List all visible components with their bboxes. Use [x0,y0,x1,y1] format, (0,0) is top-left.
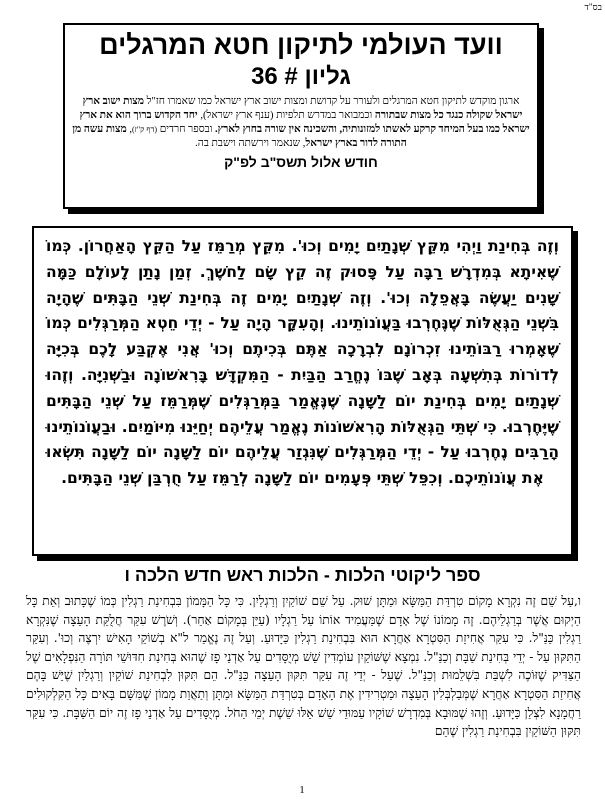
desc-part-8: מצות עשה מן התורה לדור בארץ ישראל [72,124,407,149]
header-description [71,95,531,151]
body-text: ו,עַל שֵׁם זֶה נִקְרָא מָקוֹם טִרְדַּת הַמַּשָּׂא וּמַתָּן שׁוּק. עַל שֵׁם שׁוֹקַיִן וְרַגְלַיִן. כִּי כָּל הַמָּמוֹן בִּבְחִינַת רַגְלִין כְּמוֹ שֶׁכָּתוּב וְאֵת כָּל הַיְקוּם אֲשֶׁר בְּרַגְלֵיהֶם. זֶה מָמוֹנוֹ שֶׁל אָדָם שֶׁמַּעֲמִיד אוֹתוֹ עַל רַגְלָיו (עַיֵּן בְּמָקוֹם אַחֵר). וְשֹׁרֶשׁ עִקַּר חֲלֻקַּת הָעֵצָה שֶׁנִּקְרָא רַגְלִין כַּנַּ"ל. כִּי עִקַּר אֲחִיזַת הַסִּטְרָא אַחֲרָא הוּא בִּבְחִינַת רַגְלִין כַּיָּדוּעַ. וְעַל זֶה נֶאֱמַר ל"א בְשׁוֹקֵי הָאִישׁ יִרְצֶה וְכוּ'. וְעִקַּר הַתִּקּוּן עַל - יְדֵי בְּחִינַת שַׁבָּת וְכַנַּ"ל. נִמְצָא שֶׁשּׁוֹקַיִן עוֹמְדִין שֵׁשׁ מְיֻסָּדִים עַל אַדְנֵי פָז שֶׁהוּא בְּחִינַת חִדּוּשֵׁי תּוֹרָה הַנִּפְלָאִים שֶׁל הַצַּדִּיק שֶׁזּוֹכֶה לִשְׁבַּת בִּשְׁלֵמוּת וְכַנַּ"ל. שֶׁעַל - יְדֵי זֶה עִקַּר תִּקּוּן הָעֵצָה כַּנַּ"ל. הֵם תִּקּוּן לִבְחִינַת שׁוֹקַיִן וְרַגְלַיִן שֶׁיֵּשׁ בָּהֶם אֲחִיזַת הַסִּטְרָא אַחֲרָא שֶׁמְּבַלְבְּלִין הָעֵצָה וּמַטְרִידִין אֶת הָאָדָם בְּטִרְדַּת הַמַּשָּׂא וּמַתָּן וְתַאֲוַת מָמוֹן שֶׁמִּשָּׁם בָּאִים כָּל הַקִּלְקוּלִים רַחֲמָנָא לִצְלַן כַּיָּדוּעַ. וְזֶהוּ שֶׁמּוּבָא בְּמִדְרָשׁ שׁוֹקָיו עַמּוּדֵי שֵׁשׁ אֵלּוּ שֵׁשֶׁת יְמֵי הַחֹל. מְיֻסָּדִים עַל אַדְנֵי פָז זֶה יוֹם הַשַּׁבָּת. כִּי עִקַּר תִּקּוּן הַשּׁוֹקַיִן בִּבְחִינַת רַגְלִין שֶׁהֵם [26,594,581,739]
section-title: ספר ליקוטי הלכות - הלכות ראש חדש הלכה ו [124,565,481,585]
desc-part-7: , [126,124,132,135]
desc-part-4: יחד הקדוש ברוך הוא את ארץ ישראל כמו בעל המיחד קרקע לאשתו למזונותיה, והשכינה אין שורה בחוץ לארץ. [79,110,530,135]
desc-part-3: וכמבואר במדרש תלפיות (ענף ארץ ישראל), [197,110,375,121]
quote-text: וְזֶה בְּחִינַת וַיְהִי מִקֵּץ שְׁנָתַיִם יָמִים וְכוּ'. מִקֵּץ מְרַמֵּז עַל הַקֵּץ הָאַחֲרוֹן. כְּמוֹ שֶׁאִיתָא בְּמִדְרָשׁ רַבָּה עַל פָּסוּק זֶה קֵץ שָׂם לַחֹשֶׁךְ. זְמַן נָתַן לָעוֹלָם כַּמָּה שָׁנִים יַעֲשֶׂה בָּאֲפֵלָה וְכוּ'. וְזֶה שְׁנָתַיִם יָמִים זֶה בְּחִינַת שְׁנֵי הַבָּתִּים שֶׁהָיָה בִּשְׁנֵי הַגְּאֻלּוֹת שֶׁנֶּחֶרְבוּ בַּעֲוֹנוֹתֵינוּ. וְהָעִקָּר הָיָה עַל - יְדֵי חֵטְא הַמְּרַגְּלִים כְּמוֹ שֶׁאָמְרוּ רַבּוֹתֵינוּ זִכְרוֹנָם לִבְרָכָה אַתֶּם בְּכִיתֶם וְכוּ' אֲנִי אֶקְבַּע לָכֶם בְּכִיָּה לְדוֹרוֹת בְּתִשְׁעָה בְּאָב שֶׁבּוֹ נֶחֱרַב הַבַּיִת - הַמִּקְדָּשׁ בָּרִאשׁוֹנָה וּבַשְּׁנִיָּה. וְזֶהוּ שְׁנָתַיִם יָמִים בְּחִינַת יוֹם לַשָּׁנָה שֶׁנֶּאֱמַר בַּמְּרַגְּלִים שֶׁמְּרַמֵּז עַל שְׁנֵי הַבָּתִּים שֶׁיֶּחֶרְבוּ. כִּי שְׁתֵּי הַגְּאֻלּוֹת הָרִאשׁוֹנוֹת נֶאֱמַר עֲלֵיהֶם יְחַיֵּנוּ מִיּוֹמַיִם. וּבַעֲוֹנוֹתֵינוּ הָרַבִּים נֶחֶרְבוּ עַל - יְדֵי הַמְּרַגְּלִים שֶׁנִּגְזַר עֲלֵיהֶם יוֹם לַשָּׁנָה יוֹם לַשָּׁנָה תִּשְׂאוּ אֶת עֲוֹנוֹתֵיכֶם. וְכִפֵּל שְׁתֵּי פְּעָמִים יוֹם לַשָּׁנָה לְרַמֵּז עַל חֻרְבַּן שְׁנֵי הַבָּתִּים. [46,237,559,488]
corner-mark: בס"ד [584,2,602,12]
quote-box [32,226,573,556]
desc-part-5: ובספר חרדים [157,124,216,135]
page-number: 1 [299,784,305,796]
issue-number: גליון # 36 [251,63,351,90]
header-box [63,23,539,209]
desc-part-2: מצות ישוב ארץ ישראל שקולה כנגד כל מצות שבתורה [82,96,523,121]
desc-part-6: (דף ק"ז) [131,125,158,134]
desc-part-1: ארגון מוקדש לתיקון חטא המרגלים ולעורר על קדושת ומצות ישוב ארץ ישראל כמו שאמרו חז"ל [143,96,520,107]
header-date: חודש אלול תשס"ב לפ"ק [224,154,378,170]
page-title: וועד העולמי לתיקון חטא המרגלים [99,30,503,60]
desc-part-9: , שנאמר וירשתה וישבת בה. [195,138,306,149]
